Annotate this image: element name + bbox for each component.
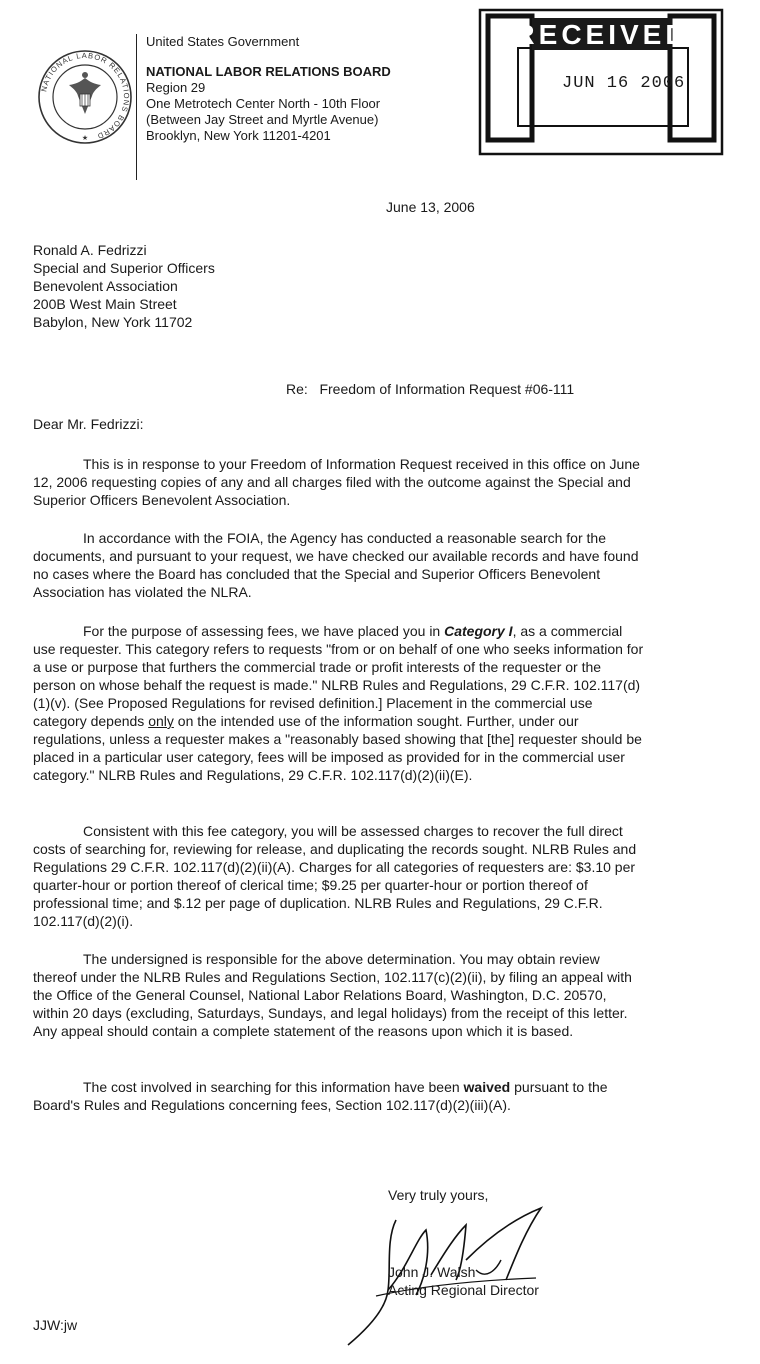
recipient-line: 200B West Main Street <box>33 296 177 312</box>
only-emphasis: only <box>148 713 174 729</box>
svg-text:★: ★ <box>81 135 89 142</box>
letterhead <box>146 34 391 144</box>
recipient-line: Benevolent Association <box>33 278 178 294</box>
stamp-label: RECEIVED <box>514 19 690 50</box>
recipient-line: Ronald A. Fedrizzi <box>33 242 147 258</box>
text-run: pursuant to the Board's Rules and Regulations concerning fees, Section 102.117(d)(2)(iii)(A). <box>33 1079 608 1113</box>
address-line: Brooklyn, New York 11201-4201 <box>146 128 331 143</box>
recipient-line: Special and Superior Officers <box>33 260 215 276</box>
signer-title: Acting Regional Director <box>388 1282 539 1298</box>
svg-text:NATIONAL LABOR RELATIONS BOARD: NATIONAL LABOR RELATIONS BOARD <box>39 50 132 141</box>
agency-seal <box>36 48 134 146</box>
body-paragraph: This is in response to your Freedom of Information Request received in this office on June 12, 2006 requesting copies of any and all charges filed with the outcome against the Special and Superior Officers Benevolent Association. <box>33 456 640 508</box>
signature-block <box>388 1263 539 1299</box>
recipient-line: Babylon, New York 11702 <box>33 314 193 330</box>
address-line: One Metrotech Center North - 10th Floor <box>146 96 381 111</box>
closing: Very truly yours, <box>388 1187 489 1203</box>
waived-emphasis: waived <box>463 1079 511 1095</box>
signer-name: John J. Walsh <box>388 1264 476 1280</box>
text-run: For the purpose of assessing fees, we have placed you in <box>83 623 445 639</box>
address-line: (Between Jay Street and Myrtle Avenue) <box>146 112 379 127</box>
body-paragraph: The undersigned is responsible for the above determination. You may obtain review thereof under the NLRB Rules and Regulations Section, 102.117(c)(2)(ii), by filing an appeal with the Office of the General Counsel, National Labor Relations Board, Washington, D.C. 20570, within 20 days (excluding, Saturdays, Sundays, and legal holidays) from the receipt of this letter. Any appeal should contain a complete statement of the reasons upon which it is based. <box>33 951 632 1039</box>
nlrb-seal-icon <box>36 48 134 146</box>
re-subject: Freedom of Information Request #06-111 <box>319 381 575 397</box>
letter-date: June 13, 2006 <box>386 199 475 215</box>
salutation: Dear Mr. Fedrizzi: <box>33 416 144 432</box>
government-line: United States Government <box>146 34 300 49</box>
body-paragraph <box>33 622 645 784</box>
body-paragraph: Consistent with this fee category, you will be assessed charges to recover the full direct costs of searching for, reviewing for release, and duplicating the records sought. NLRB Rules and Regulations 29 C.F.R. 102.117(d)(2)(ii)(A). Charges for all categories of requesters are: $3.10 per quarter-hour or portion thereof of clerical time; $9.25 per quarter-hour or portion thereof of professional time; and $.12 per page of duplication. NLRB Rules and Regulations, 29 C.F.R. 102.117(d)(2)(i). <box>33 823 637 929</box>
region-line: Region 29 <box>146 80 206 95</box>
category-emphasis: Category I <box>444 623 513 639</box>
text-run: on the intended use of the information sought. Further, under our regulations, unless a requester makes a "reasonably based showing that [the] requester should be placed in a particular user category, fees will be imposed as provided for in the commercial user category." NLRB Rules and Regulations, 29 C.F.R. 102.117(d)(2)(ii)(E). <box>33 713 642 783</box>
body-paragraph: In accordance with the FOIA, the Agency has conducted a reasonable search for the documents, and pursuant to your request, we have checked our available records and have found no cases where the Board has concluded that the Special and Superior Officers Benevolent Association has violated the NLRA. <box>33 530 639 600</box>
agency-name: NATIONAL LABOR RELATIONS BOARD <box>146 64 391 79</box>
stamp-date: JUN 16 2006 <box>562 74 686 93</box>
text-run: The cost involved in searching for this information have been <box>83 1079 464 1095</box>
recipient-address <box>33 241 215 331</box>
text-run: , as a commercial use requester. This category refers to requests "from or on behalf of one who seeks information for a use or purpose that furthers the commercial trade or profit interests of the requester or the person on whose behalf the request is made." NLRB Rules and Regulations, 29 C.F.R. 102.117(d)(1)(v). (See Proposed Regulations for revised definition.] Placement in the commercial use category depends <box>33 623 644 729</box>
received-stamp <box>478 8 724 156</box>
body-paragraph <box>33 1078 645 1114</box>
reference-initials: JJW:jw <box>33 1317 78 1333</box>
subject-line <box>286 381 574 397</box>
re-label: Re: <box>286 381 308 397</box>
header-divider <box>136 34 137 180</box>
